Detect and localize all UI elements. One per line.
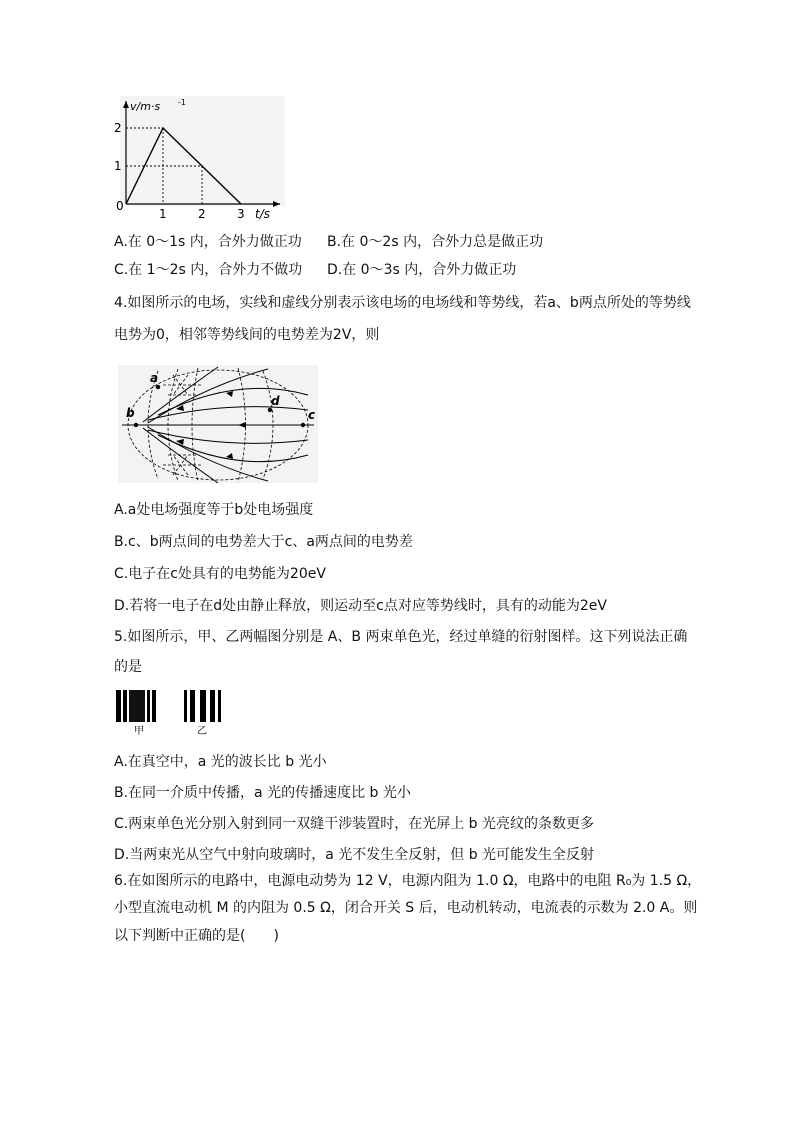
point-d	[268, 408, 272, 412]
y-tick-1: 1	[114, 159, 122, 173]
x-tick-2: 2	[198, 207, 206, 221]
q6-stem-line-1: 6.在如图所示的电路中，电源电动势为 12 V，电源内阻为 1.0 Ω，电路中的电阻 R₀为 1.5 Ω，	[114, 873, 702, 889]
q5-option-b: B.在同一介质中传播，a 光的传播速度比 b 光小	[114, 785, 411, 801]
label-jia: 甲	[134, 726, 144, 736]
diffraction-patterns-figure	[114, 688, 224, 736]
q5-stem-line-2: 的是	[114, 659, 142, 675]
x-axis-label: t/s	[255, 207, 270, 221]
q3-option-c: C.在 1～2s 内，合外力不做功	[114, 262, 303, 278]
x-tick-1: 1	[159, 207, 167, 221]
point-c	[301, 423, 305, 427]
velocity-time-graph	[112, 96, 287, 221]
y-tick-2: 2	[114, 121, 122, 135]
q3-option-b: B.在 0～2s 内，合外力总是做正功	[327, 234, 544, 250]
label-b: b	[126, 406, 135, 420]
q5-option-a: A.在真空中，a 光的波长比 b 光小	[114, 754, 327, 770]
label-a: a	[150, 371, 159, 385]
point-b	[134, 423, 138, 427]
label-d: d	[271, 394, 280, 408]
q5-option-d: D.当两束光从空气中射向玻璃时，a 光不发生全反射，但 b 光可能发生全反射	[114, 847, 595, 863]
q4-stem-line-1: 4.如图所示的电场，实线和虚线分别表示该电场的电场线和等势线，若a、b两点所处的等势线	[114, 295, 691, 311]
q3-option-a: A.在 0～1s 内，合外力做正功	[114, 234, 302, 250]
x-tick-3: 3	[237, 207, 245, 221]
electric-field-figure	[118, 365, 318, 483]
q4-stem-line-2: 电势为0，相邻等势线间的电势差为2V，则	[114, 327, 380, 343]
label-yi: 乙	[197, 726, 207, 736]
q4-option-d: D.若将一电子在d处由静止释放，则运动至c点对应等势线时，具有的动能为2eV	[114, 598, 607, 614]
y-axis-label-exponent: -1	[178, 98, 186, 107]
q5-stem-line-1: 5.如图所示，甲、乙两幅图分别是 A、B 两束单色光，经过单缝的衍射图样。这下列说法正确	[114, 629, 688, 645]
q4-option-a: A.a处电场强度等于b处电场强度	[114, 502, 314, 518]
y-axis-label: v/m·s	[130, 100, 161, 113]
q4-option-b: B.c、b两点间的电势差大于c、a两点间的电势差	[114, 534, 413, 550]
origin-label: 0	[116, 199, 124, 213]
label-c: c	[308, 408, 316, 422]
q6-stem-line-3: 以下判断中正确的是( )	[114, 928, 279, 944]
q6-stem-line-2: 小型直流电动机 M 的内阻为 0.5 Ω，闭合开关 S 后，电动机转动，电流表的示数为 2.0 A。则	[114, 900, 698, 916]
point-a	[156, 385, 160, 389]
q3-option-d: D.在 0～3s 内，合外力做正功	[327, 262, 517, 278]
q4-option-c: C.电子在c处具有的电势能为20eV	[114, 566, 326, 582]
q5-option-c: C.两束单色光分别入射到同一双缝干涉装置时，在光屏上 b 光亮纹的条数更多	[114, 816, 595, 832]
